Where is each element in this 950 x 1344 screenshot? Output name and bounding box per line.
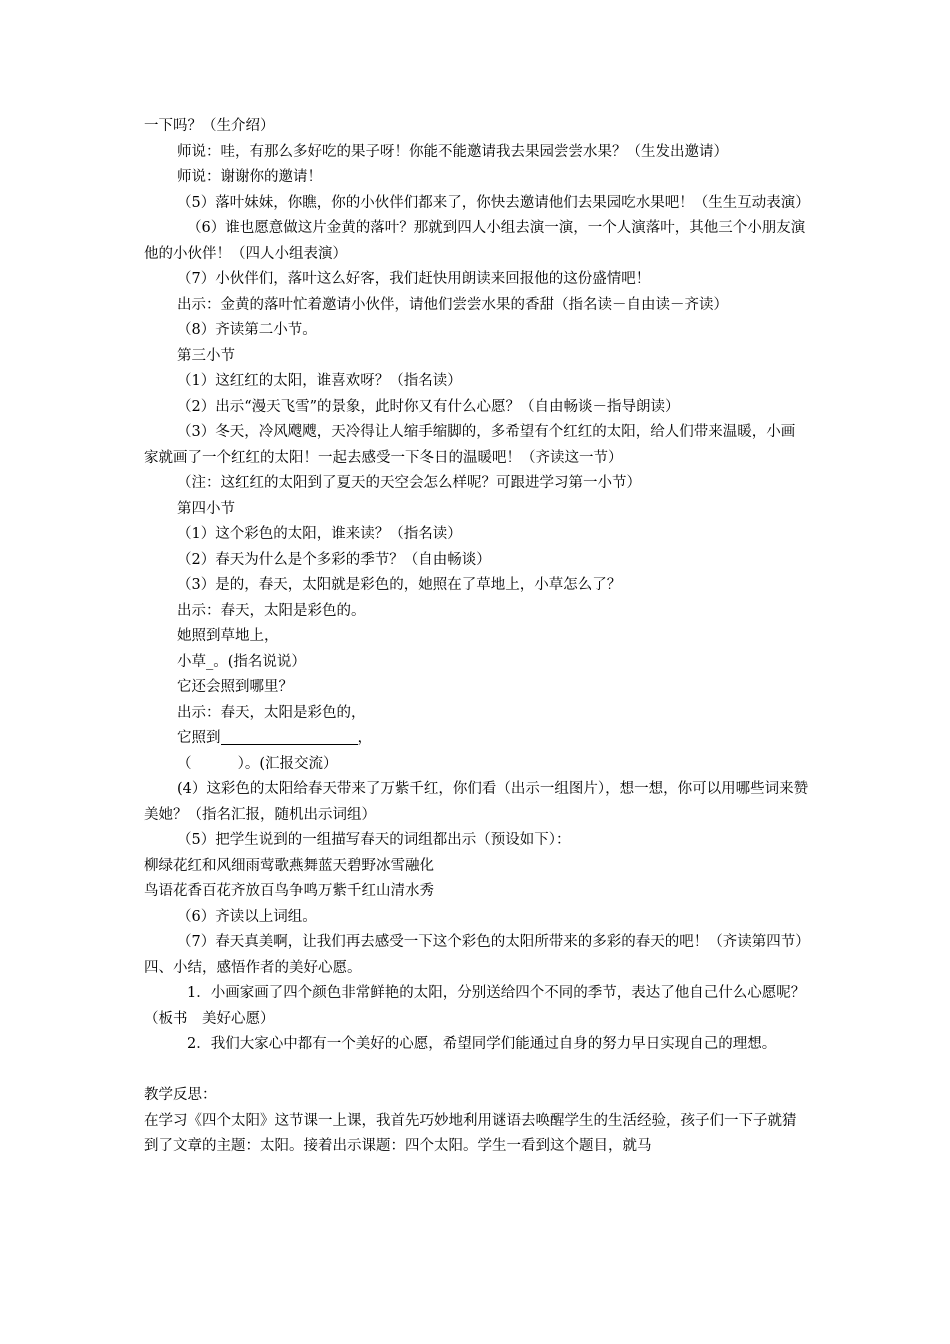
- fill-suffix: ，: [357, 730, 372, 746]
- paren-line: （ ）。(汇报交流）: [177, 755, 338, 772]
- paragraph: 出示：金黄的落叶忙着邀请小伙伴，请他们尝尝水果的香甜（指名读－自由读－齐读）: [177, 296, 728, 313]
- paragraph: （1）这个彩色的太阳，谁来读？（指名读）: [177, 526, 462, 542]
- spacer: [144, 1058, 809, 1084]
- document-body: [144, 114, 809, 1160]
- paragraph: 2．我们大家心中都有一个美好的心愿，希望同学们能通过自身的努力早日实现自己的理想。: [187, 1036, 777, 1052]
- paragraph: 四、小结，感悟作者的美好心愿。: [144, 959, 362, 976]
- fill-prefix: 它照到: [177, 730, 221, 746]
- paragraph: 柳绿花红和风细雨莺歌燕舞蓝天碧野冰雪融化: [144, 857, 434, 874]
- paragraph: 师说：谢谢你的邀请！: [177, 169, 322, 185]
- paragraph: （2）春天为什么是个多彩的季节？（自由畅谈）: [177, 551, 491, 568]
- paragraph: 1．小画家画了四个颜色非常鲜艳的太阳，分别送给四个不同的季节，表达了他自己什么心愿呢？（板书 美好心愿）: [144, 985, 806, 1027]
- paragraph: （1）这红红的太阳，谁喜欢呀？（指名读）: [177, 373, 462, 389]
- paragraph: 师说：哇，有那么多好吃的果子呀！你能不能邀请我去果园尝尝水果？（生发出邀请）: [177, 143, 728, 160]
- paragraph: (4）这彩色的太阳给春天带来了万紫千红，你们看（出示一组图片），想一想，你可以用哪些词来赞美她？（指名汇报，随机出示词组）: [144, 781, 809, 823]
- paragraph: 第三小节: [177, 347, 235, 364]
- paragraph: （7）小伙伴们，落叶这么好客，我们赶快用朗读来回报他的这份盛情吧！: [177, 271, 651, 287]
- lesson-paragraphs: [144, 114, 809, 726]
- paragraph: （2）出示“漫天飞雪”的景象，此时你又有什么心愿？（自由畅谈－指导朗读）: [177, 398, 680, 415]
- paragraph: 它还会照到哪里？: [177, 679, 293, 695]
- paragraph: （7）春天真美啊，让我们再去感受一下这个彩色的太阳所带来的多彩的春天的吧！（齐读第四节）: [177, 934, 810, 950]
- paragraph: 出示：春天，太阳是彩色的。: [177, 602, 366, 619]
- paragraph: 她照到草地上，: [177, 628, 279, 644]
- paragraph: （6）齐读以上词组。: [177, 908, 317, 925]
- paragraph: （3）是的，春天，太阳就是彩色的，她照在了草地上，小草怎么了？: [177, 577, 622, 593]
- paragraph: （6）谁也愿意做这片金黄的落叶？那就到四人小组去演一演，一个人演落叶，其他三个小朋友演他的小伙伴！（四人小组表演）: [144, 220, 806, 262]
- paragraph: （5）把学生说到的一组描写春天的词组都出示（预设如下）：: [177, 832, 571, 848]
- reflection-body: 在学习《四个太阳》这节课一上课，我首先巧妙地利用谜语去唤醒学生的生活经验，孩子们一下子就猜到了文章的主题：太阳。接着出示课题：四个太阳。学生一看到这个题目，就马: [144, 1112, 797, 1154]
- paragraph: 第四小节: [177, 500, 235, 517]
- paragraph: 小草_。(指名说说）: [177, 653, 306, 670]
- paragraph: （5）落叶妹妹，你瞧，你的小伙伴们都来了，你快去邀请他们去果园吃水果吧！（生生互动表演）: [177, 194, 810, 211]
- paragraph: （注：这红红的太阳到了夏天的天空会怎么样呢？可跟进学习第一小节）: [177, 475, 641, 491]
- paragraph: （3）冬天，冷风飕飕，天冷得让人缩手缩脚的，多希望有个红红的太阳，给人们带来温暖，小画家就画了一个红红的太阳！一起去感受一下冬日的温暖吧！（齐读这一节）: [144, 424, 796, 466]
- blank-underline: [221, 727, 358, 745]
- paragraph: 鸟语花香百花齐放百鸟争鸣万紫千红山清水秀: [144, 883, 434, 899]
- reflection-title: 教学反思：: [144, 1087, 217, 1103]
- fill-blank-line: [144, 726, 809, 752]
- paragraph: （8）齐读第二小节。: [177, 322, 317, 338]
- lesson-paragraphs-2: [144, 777, 809, 1058]
- paragraph: 一下吗？（生介绍）: [144, 118, 275, 134]
- paragraph: 出示：春天，太阳是彩色的，: [177, 704, 366, 721]
